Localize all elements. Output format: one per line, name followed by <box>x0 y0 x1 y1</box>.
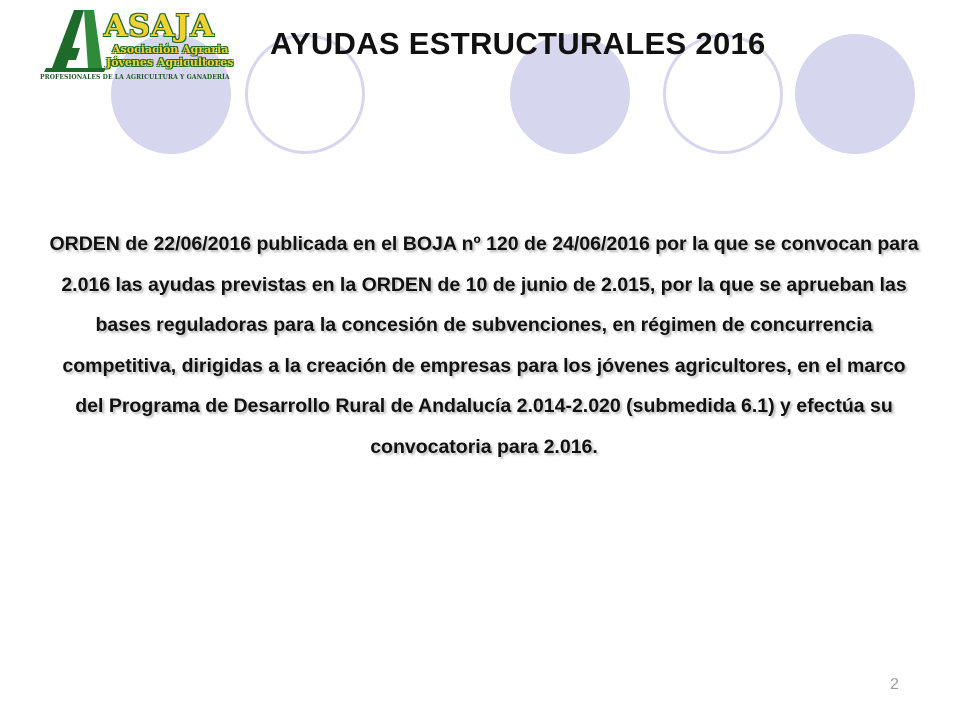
slide-title: AYUDAS ESTRUCTURALES 2016 <box>270 26 766 61</box>
page-number: 2 <box>890 676 899 693</box>
slide-body-text: ORDEN de 22/06/2016 publicada en el BOJA nº 120 de 24/06/2016 por la que se convocan para 2.016 las ayudas previstas en la ORDEN de 10 de junio de 2.015, por la que se aprueban las bases reguladoras para la concesión de subvenciones, en régimen de concurrencia competitiva, dirigidas a la creación de empresas para los jóvenes agricultores, en el marco del Programa de Desarrollo Rural de Andalucía 2.014-2.020 (submedida 6.1) y efectúa su convocatoria para 2.016. <box>49 233 919 458</box>
decorative-circle <box>795 34 915 154</box>
logo-brand: ASAJA <box>104 9 215 44</box>
logo-tagline: PROFESIONALES DE LA AGRICULTURA Y GANADERÍA <box>40 74 230 81</box>
asaja-logo <box>40 8 234 94</box>
logo-line-1: Asociación Agraria <box>112 43 229 56</box>
asaja-leaf-icon <box>40 8 110 74</box>
logo-line-2: Jóvenes Agricultores <box>106 56 234 69</box>
